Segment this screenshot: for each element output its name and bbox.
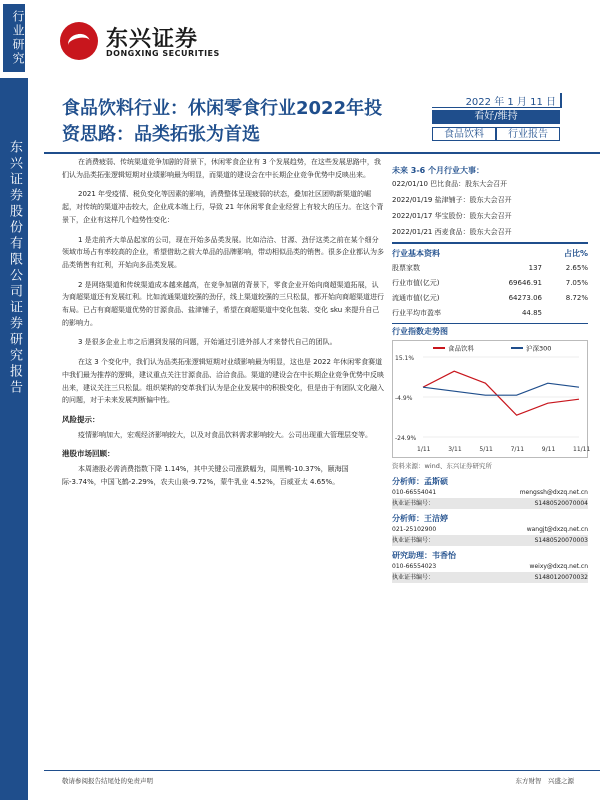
main-body <box>62 156 384 495</box>
series-line-0 <box>423 371 579 415</box>
analysts <box>392 476 588 583</box>
events-heading: 未来 3-6 个月行业大事： <box>392 166 485 175</box>
paragraph: 1 是走前齐大单品起家的公司，现在开始多品类发展。比如洽洽、甘源、劲仔这类之前在某个细分领域市场占有率较高的企业，希望借助之前大单品的品牌影响，带动相似品类的销售。很多企业都认为多品类销售有红利，开始向多品类发展。 <box>62 235 384 269</box>
basic-label: 行业平均市盈率 <box>392 308 441 317</box>
paragraph: 在这 3 个变化中，我们认为品类拓张逻辑短期对业绩影响最为明显，这也是 2022 年休闲零食赛道中我们最为推荐的逻辑，建议重点关注甘源食品、洽洽食品。渠道的建设会在中长期企业竞争优势中反映出来，建议关注三只松鼠。组织架构的变革我们认为是企业发展中的积极变化，但是由于有团队文化融入的问题，对于未来发展判断偏中性。 <box>62 358 384 405</box>
logo <box>60 20 230 62</box>
basic-value: 64273.06 <box>508 293 542 302</box>
xtick-label: 9/11 <box>541 446 556 453</box>
event-item: 022/01/10 巴比食品：股东大会召开 <box>392 180 508 188</box>
chart-source: 资料来源：wind、东兴证券研究所 <box>392 462 492 470</box>
hk-heading: 港股市场回顾： <box>62 449 115 459</box>
risk-heading: 风险提示： <box>62 414 100 424</box>
basic-label: 流通市值(亿元) <box>392 293 440 302</box>
basic-pct: 8.72% <box>565 293 588 302</box>
logo-mark <box>60 22 98 60</box>
sidebar-company: 东兴证券股份有限公司证券研究报告 <box>7 140 22 396</box>
cert-label: 执业证书编号： <box>392 537 435 544</box>
risk-text: 疫情影响加大，宏观经济影响较大，以及对食品饮料需求影响较大。公司出现重大管理层变等。 <box>78 430 372 439</box>
xtick-label: 7/11 <box>510 446 525 453</box>
basic-header <box>392 246 588 261</box>
report-type-tag: 行业报告 <box>496 127 560 141</box>
basic-row <box>392 306 588 321</box>
event-item: 2022/01/17 华宝股份：股东大会召开 <box>392 212 512 220</box>
basic-row <box>392 291 588 306</box>
paragraph: 2 是网络渠道和传统渠道成本越来越高，在竞争加剧的背景下，零食企业开始向商超渠道拓展，认为商超渠道还有发展红利。比如流通渠道较强的劲仔，线上渠道较强的三只松鼠，都开始向商超渠道进行布局。已占有商超渠道优势的甘源食品、盐津铺子，希望在商超渠道中变化包装、变化 sku 来提升自己的影响力。 <box>62 280 384 327</box>
basic-value: 137 <box>528 263 542 272</box>
cert-number: S1480120070032 <box>534 574 588 581</box>
paragraph: 在消费疲弱、传统渠道竞争加剧的背景下，休闲零食企业有 3 个发展趋势，在这些发展思路中，我们认为品类拓张逻辑短期对业绩影响最为明显，而渠道的建设会在中长期企业竞争优势中反映出来。 <box>62 158 381 179</box>
report-date: 2022 年 1 月 11 日 <box>432 93 562 108</box>
share-heading: 占比% <box>563 248 588 258</box>
analyst-role: 分析师： <box>392 514 424 523</box>
xtick-label: 1/11 <box>417 446 431 453</box>
cert-label: 执业证书编号： <box>392 574 435 581</box>
industry-tag: 食品饮料 <box>432 127 496 141</box>
ytick-label: -4.9% <box>395 395 413 402</box>
basic-row <box>392 276 588 291</box>
analyst-name: 韦香怡 <box>432 551 456 560</box>
analyst-heading <box>392 513 588 524</box>
cert-label: 执业证书编号： <box>392 500 435 507</box>
ytick-label: 15.1% <box>395 355 415 362</box>
xtick-label: 3/11 <box>448 446 462 453</box>
header-rule <box>44 152 600 154</box>
analyst-phone: 021-25102900 <box>392 526 437 533</box>
basic-value: 69646.91 <box>508 278 542 287</box>
analyst-phone: 010-66554023 <box>392 563 437 570</box>
divider <box>392 242 588 244</box>
legend-label: 食品饮料 <box>448 344 474 353</box>
logo-cn: 东兴证券 <box>106 27 199 52</box>
chart-heading: 行业指数走势图 <box>392 327 448 336</box>
analyst-heading <box>392 476 588 487</box>
footer-slogan: 东方财智 兴盛之源 <box>515 777 574 785</box>
basic-pct: 7.05% <box>565 278 588 287</box>
basic-label: 股票家数 <box>392 263 420 272</box>
cert-number: S1480520070003 <box>534 537 588 544</box>
analyst-contact <box>392 524 588 535</box>
analyst-name: 孟斯硕 <box>424 477 448 486</box>
cert-number: S1480520070004 <box>534 500 588 507</box>
event-item: 2022/01/19 盐津铺子：股东大会召开 <box>392 196 512 204</box>
analyst-name: 王洁婷 <box>424 514 448 523</box>
index-chart-svg <box>393 341 591 455</box>
divider <box>392 323 588 325</box>
analyst-email[interactable]: mengssh@dxzq.net.cn <box>519 489 588 496</box>
paragraph: 3 是很多企业上市之后遇到发展的问题，开始通过引进外部人才来替代自己的团队。 <box>78 338 337 347</box>
hk-text: 本周港股必需消费指数下降 1.14%，其中关键公司涨跌幅为，周黑鸭-10.37%，颐海国际-3.74%，中国飞鹤-2.29%，农夫山泉-9.72%，蒙牛乳业 4.52%，百威亚太 4.65%。 <box>62 465 349 486</box>
logo-en: DONGXING SECURITIES <box>106 49 220 58</box>
analyst-email[interactable]: weixy@dxzq.net.cn <box>529 563 588 570</box>
xtick-label: 5/11 <box>479 446 493 453</box>
event-item: 2022/01/21 西麦食品：股东大会召开 <box>392 228 512 236</box>
footer-disclaimer: 敬请参阅报告结尾处的免责声明 <box>62 777 153 785</box>
page-title: 食品饮料行业：休闲零食行业2022年投资思路：品类拓张为首选 <box>62 98 383 145</box>
right-column <box>392 165 591 583</box>
rating-badge: 看好/维持 <box>432 110 560 124</box>
analyst-email[interactable]: wangjt@dxzq.net.cn <box>526 526 588 533</box>
analyst-contact <box>392 487 588 498</box>
basic-heading: 行业基本资料 <box>392 248 440 258</box>
analyst-role: 研究助理： <box>392 551 432 560</box>
xtick-label: 11/11 <box>573 446 591 453</box>
series-line-1 <box>423 383 579 395</box>
ytick-label: -24.9% <box>395 435 417 442</box>
legend-label: 沪深300 <box>526 344 552 353</box>
sidebar <box>0 0 28 800</box>
analyst-cert <box>392 535 588 546</box>
sidebar-top-label: 行业研究 <box>3 4 25 72</box>
analyst-cert <box>392 572 588 583</box>
index-chart <box>392 340 591 458</box>
industry-tags <box>432 127 560 141</box>
footer-rule <box>44 770 600 771</box>
basic-value: 44.85 <box>521 308 542 317</box>
analyst-phone: 010-66554041 <box>392 489 437 496</box>
analyst-contact <box>392 561 588 572</box>
paragraph: 2021 年受疫情、税负变化等因素的影响，消费整体呈现疲弱的状态，叠加社区团购新渠道的崛起，对传统的渠道冲击较大，企业成本端上行，导致 21 年休闲零食企业经营上有较大的压力。在这个背景下，企业有这样几个趋势性变化： <box>62 190 384 224</box>
basic-pct <box>542 306 588 321</box>
basic-pct: 2.65% <box>565 263 588 272</box>
analyst-heading <box>392 550 588 561</box>
sidebar-top <box>0 0 28 78</box>
basic-label: 行业市值(亿元) <box>392 278 440 287</box>
analyst-role: 分析师： <box>392 477 424 486</box>
analyst-cert <box>392 498 588 509</box>
basic-row <box>392 261 588 276</box>
